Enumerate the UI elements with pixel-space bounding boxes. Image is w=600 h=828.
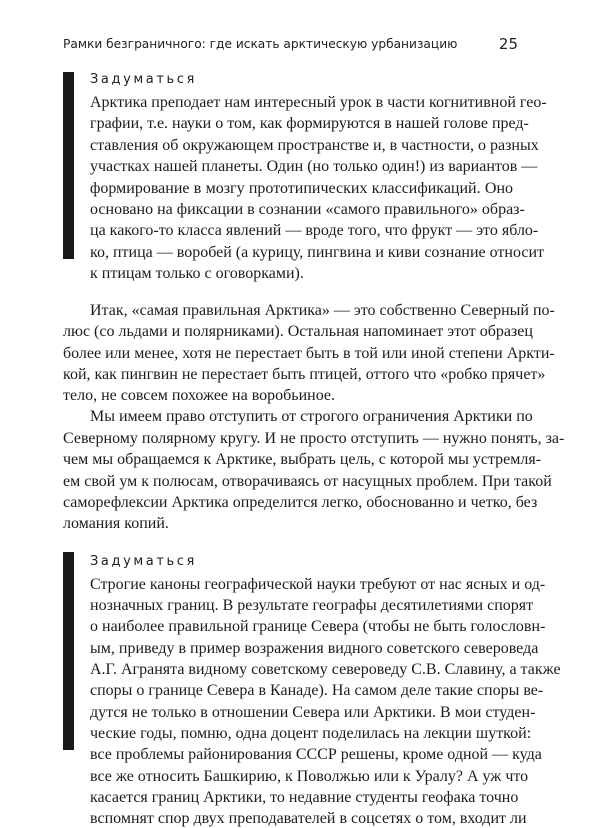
page-header bbox=[63, 35, 518, 55]
box-text-line: ко, птица — воробей (а курицу, пингвина и киви сознание относит bbox=[90, 244, 545, 261]
page-number: 25 bbox=[498, 35, 518, 53]
box-text-line: ца какого-то класса явлений — вроде того, что фрукт — это ябло- bbox=[90, 222, 539, 239]
box-text-line: о наиболее правильной границе Севера (чтобы не быть голословн- bbox=[90, 618, 546, 635]
box-text-line: все же относить Башкирию, к Поволжью или к Уралу? А уж что bbox=[90, 768, 529, 785]
running-title: Рамки безграничного: где искать арктическую урбанизацию bbox=[63, 37, 458, 51]
box-text-line: касается границ Арктики, то недавние студенты геофака точно bbox=[90, 789, 519, 806]
box-text-line: нозначных границ. В результате географы десятилетиями спорят bbox=[90, 597, 534, 614]
paragraph-line: более или менее, хотя не перестает быть в той или иной степени Аркти- bbox=[63, 345, 555, 362]
paragraph-line: Мы имеем право отступить от строгого ограничения Арктики по bbox=[90, 408, 533, 425]
box-text-line: дутся не только в отношении Севера или Арктики. В мои студен- bbox=[90, 704, 536, 721]
box-heading: Задуматься bbox=[90, 554, 197, 569]
box-text-line: графии, т.е. науки о том, как формируются в нашей голове пред- bbox=[90, 115, 529, 132]
paragraph-line: тело, не совсем похожее на воробьиное. bbox=[63, 387, 335, 404]
paragraph-line: ломания копий. bbox=[63, 515, 169, 532]
box-text-line: споры о границе Севера в Канаде). На самом деле такие споры ве- bbox=[90, 682, 544, 699]
paragraph-line: ем свой ум к полюсам, отворачиваясь от насущных проблем. При такой bbox=[63, 473, 552, 490]
paragraph-line: Северному полярному кругу. И не просто отступить — нужно понять, за- bbox=[63, 430, 565, 447]
paragraph-line: чем мы обращаемся к Арктике, выбрать цель, с которой мы устремля- bbox=[63, 451, 542, 468]
box-text-line: вспомнят спор двух преподавателей в соцсетях о том, входит ли bbox=[90, 810, 527, 827]
paragraph-line: саморефлексии Арктика определится легко, обоснованно и четко, без bbox=[63, 494, 538, 511]
paragraph-line: Итак, «самая правильная Арктика» — это собственно Северный по- bbox=[90, 302, 555, 319]
box-accent-bar bbox=[63, 552, 74, 750]
box-text-line: участках нашей планеты. Один (но только один!) из вариантов — bbox=[90, 158, 538, 175]
box-text-line: к птицам только с оговорками). bbox=[90, 265, 304, 282]
paragraph-line: люс (со льдами и полярниками). Остальная напоминает этот образец bbox=[63, 323, 533, 340]
box-text-line: ческие годы, помню, одна доцент поделилась на лекции шуткой: bbox=[90, 725, 532, 742]
paragraph-line: кой, как пингвин не перестает быть птицей, оттого что «робко прячет» bbox=[63, 366, 546, 383]
box-text-line: Строгие каноны географической науки требуют от нас ясных и од- bbox=[90, 576, 546, 593]
box-text-line: ставления об окружающем пространстве и, в частности, о разных bbox=[90, 137, 539, 154]
box-text-line: формирование в мозгу прототипических классификаций. Оно bbox=[90, 180, 513, 197]
box-text-line: основано на фиксации в сознании «самого правильного» образ- bbox=[90, 201, 525, 218]
box-text-line: А.Г. Агранята видному советскому североведу С.В. Славину, а также bbox=[90, 661, 561, 678]
box-accent-bar bbox=[63, 72, 74, 259]
box-text-line: Арктика преподает нам интересный урок в части когнитивной гео- bbox=[90, 94, 547, 111]
box-text-line: все проблемы районирования СССР решены, кроме одной — куда bbox=[90, 746, 542, 763]
box-heading: Задуматься bbox=[90, 72, 197, 87]
box-text-line: ым, приведу в пример возражения видного советского североведа bbox=[90, 640, 539, 657]
